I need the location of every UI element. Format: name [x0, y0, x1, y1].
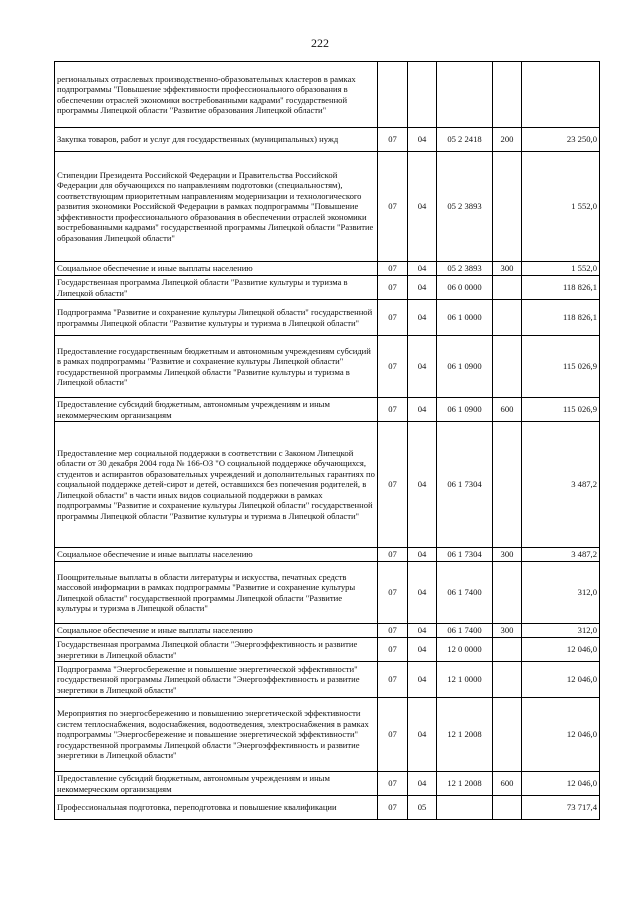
section-code: 07 [378, 152, 408, 262]
target-item-code: 06 1 7400 [437, 562, 493, 624]
table-row [55, 336, 600, 398]
subsection-code: 04 [408, 276, 437, 300]
section-code: 07 [378, 548, 408, 562]
budget-table [54, 61, 600, 820]
section-code: 07 [378, 624, 408, 638]
row-description: Предоставление мер социальной поддержки в соответствии с Законом Липецкой области от 30 декабря 2004 года № 166-ОЗ "О социальной поддержке обучающихся, студентов и аспирантов образовательных учреждений и дополнительных гарантиях по социальной поддержке детей-сирот и детей, оставшихся без попечения родителей, в Липецкой области" в части иных видов социальной поддержки в рамках подпрограммы "Развитие и сохранение культуры Липецкой области" государственной программы Липецкой области "Развитие культуры и туризма в Липецкой области" [55, 422, 378, 548]
target-item-code: 12 1 0000 [437, 662, 493, 698]
amount: 12 046,0 [522, 698, 600, 772]
expense-type-code: 300 [493, 262, 522, 276]
amount: 118 826,1 [522, 276, 600, 300]
table-row [55, 262, 600, 276]
section-code: 07 [378, 336, 408, 398]
subsection-code: 04 [408, 262, 437, 276]
amount [522, 62, 600, 128]
row-description: Поощрительные выплаты в области литературы и искусства, печатных средств массовой информации в рамках подпрограммы "Развитие и сохранение культуры Липецкой области" государственной программы Липецкой области "Развитие культуры и туризма в Липецкой области" [55, 562, 378, 624]
target-item-code: 06 1 0000 [437, 300, 493, 336]
amount: 12 046,0 [522, 638, 600, 662]
table-row [55, 276, 600, 300]
amount: 12 046,0 [522, 662, 600, 698]
table-row [55, 624, 600, 638]
amount: 3 487,2 [522, 548, 600, 562]
amount: 312,0 [522, 562, 600, 624]
target-item-code: 05 2 3893 [437, 152, 493, 262]
target-item-code [437, 62, 493, 128]
subsection-code: 04 [408, 624, 437, 638]
table-row [55, 300, 600, 336]
amount: 23 250,0 [522, 128, 600, 152]
table-row [55, 638, 600, 662]
expense-type-code [493, 562, 522, 624]
expense-type-code [493, 336, 522, 398]
section-code: 07 [378, 698, 408, 772]
target-item-code: 12 1 2008 [437, 698, 493, 772]
subsection-code: 04 [408, 128, 437, 152]
expense-type-code: 300 [493, 624, 522, 638]
row-description: региональных отраслевых производственно-образовательных кластеров в рамках подпрограммы "Повышение эффективности профессионального образования в обеспечении отраслей экономики востребованными кадрами" государственной программы Липецкой области "Развитие образования Липецкой области" [55, 62, 378, 128]
expense-type-code: 300 [493, 548, 522, 562]
target-item-code: 06 1 0900 [437, 398, 493, 422]
target-item-code: 06 1 7304 [437, 548, 493, 562]
expense-type-code [493, 662, 522, 698]
row-description: Государственная программа Липецкой области "Развитие культуры и туризма в Липецкой области" [55, 276, 378, 300]
row-description: Предоставление государственным бюджетным и автономным учреждениям субсидий в рамках подпрограммы "Развитие и сохранение культуры Липецкой области" государственной программы Липецкой области "Развитие культуры и туризма в Липецкой области" [55, 336, 378, 398]
expense-type-code [493, 300, 522, 336]
row-description: Социальное обеспечение и иные выплаты населению [55, 624, 378, 638]
target-item-code: 06 1 7304 [437, 422, 493, 548]
amount: 312,0 [522, 624, 600, 638]
row-description: Социальное обеспечение и иные выплаты населению [55, 262, 378, 276]
subsection-code: 04 [408, 398, 437, 422]
row-description: Предоставление субсидий бюджетным, автономным учреждениям и иным некоммерческим организациям [55, 398, 378, 422]
expense-type-code: 200 [493, 128, 522, 152]
target-item-code: 12 0 0000 [437, 638, 493, 662]
subsection-code: 04 [408, 152, 437, 262]
amount: 73 717,4 [522, 796, 600, 820]
section-code: 07 [378, 796, 408, 820]
subsection-code: 04 [408, 336, 437, 398]
amount: 12 046,0 [522, 772, 600, 796]
table-row [55, 128, 600, 152]
row-description: Государственная программа Липецкой области "Энергоэффективность и развитие энергетики в Липецкой области" [55, 638, 378, 662]
row-description: Подпрограмма "Энергосбережение и повышение энергетической эффективности" государственной программы Липецкой области "Энергоэффективность и развитие энергетики в Липецкой области" [55, 662, 378, 698]
target-item-code [437, 796, 493, 820]
section-code: 07 [378, 562, 408, 624]
row-description: Закупка товаров, работ и услуг для государственных (муниципальных) нужд [55, 128, 378, 152]
target-item-code: 06 1 7400 [437, 624, 493, 638]
target-item-code: 05 2 3893 [437, 262, 493, 276]
expense-type-code [493, 62, 522, 128]
row-description: Профессиональная подготовка, переподготовка и повышение квалификации [55, 796, 378, 820]
table-row [55, 772, 600, 796]
amount: 1 552,0 [522, 262, 600, 276]
table-row [55, 398, 600, 422]
section-code: 07 [378, 662, 408, 698]
expense-type-code [493, 152, 522, 262]
expense-type-code [493, 698, 522, 772]
target-item-code: 05 2 2418 [437, 128, 493, 152]
amount: 118 826,1 [522, 300, 600, 336]
page-number: 222 [311, 36, 329, 50]
section-code [378, 62, 408, 128]
amount: 3 487,2 [522, 422, 600, 548]
table-row [55, 698, 600, 772]
subsection-code: 04 [408, 772, 437, 796]
subsection-code: 04 [408, 562, 437, 624]
row-description: Подпрограмма "Развитие и сохранение культуры Липецкой области" государственной программы Липецкой области "Развитие культуры и туризма в Липецкой области" [55, 300, 378, 336]
subsection-code [408, 62, 437, 128]
table-row [55, 796, 600, 820]
section-code: 07 [378, 422, 408, 548]
section-code: 07 [378, 276, 408, 300]
target-item-code: 12 1 2008 [437, 772, 493, 796]
section-code: 07 [378, 300, 408, 336]
row-description: Мероприятия по энергосбережению и повышению энергетической эффективности систем теплоснабжения, водоснабжения, водоотведения, электроснабжения в рамках подпрограммы "Энергосбережение и повышение энергетической эффективности" государственной программы Липецкой области "Энергоэффективность и развитие энергетики в Липецкой области" [55, 698, 378, 772]
subsection-code: 04 [408, 300, 437, 336]
expense-type-code: 600 [493, 398, 522, 422]
expense-type-code [493, 638, 522, 662]
table-row [55, 152, 600, 262]
row-description: Стипендии Президента Российской Федерации и Правительства Российской Федерации для обучающихся по направлениям подготовки (специальностям), соответствующим приоритетным направлениям модернизации и технологического развития экономики Российской Федерации в рамках подпрограммы "Повышение эффективности профессионального образования в обеспечении отраслей экономики востребованными кадрами" государственной программы Липецкой области "Развитие образования Липецкой области" [55, 152, 378, 262]
section-code: 07 [378, 638, 408, 662]
target-item-code: 06 0 0000 [437, 276, 493, 300]
section-code: 07 [378, 262, 408, 276]
amount: 1 552,0 [522, 152, 600, 262]
subsection-code: 04 [408, 662, 437, 698]
row-description: Социальное обеспечение и иные выплаты населению [55, 548, 378, 562]
table-row [55, 662, 600, 698]
subsection-code: 04 [408, 548, 437, 562]
section-code: 07 [378, 128, 408, 152]
subsection-code: 04 [408, 638, 437, 662]
expense-type-code: 600 [493, 772, 522, 796]
table-row [55, 548, 600, 562]
table-row [55, 422, 600, 548]
row-description: Предоставление субсидий бюджетным, автономным учреждениям и иным некоммерческим организациям [55, 772, 378, 796]
table-row [55, 562, 600, 624]
amount: 115 026,9 [522, 336, 600, 398]
section-code: 07 [378, 398, 408, 422]
subsection-code: 04 [408, 698, 437, 772]
expense-type-code [493, 276, 522, 300]
subsection-code: 04 [408, 422, 437, 548]
target-item-code: 06 1 0900 [437, 336, 493, 398]
expense-type-code [493, 422, 522, 548]
amount: 115 026,9 [522, 398, 600, 422]
subsection-code: 05 [408, 796, 437, 820]
expense-type-code [493, 796, 522, 820]
section-code: 07 [378, 772, 408, 796]
table-row [55, 62, 600, 128]
